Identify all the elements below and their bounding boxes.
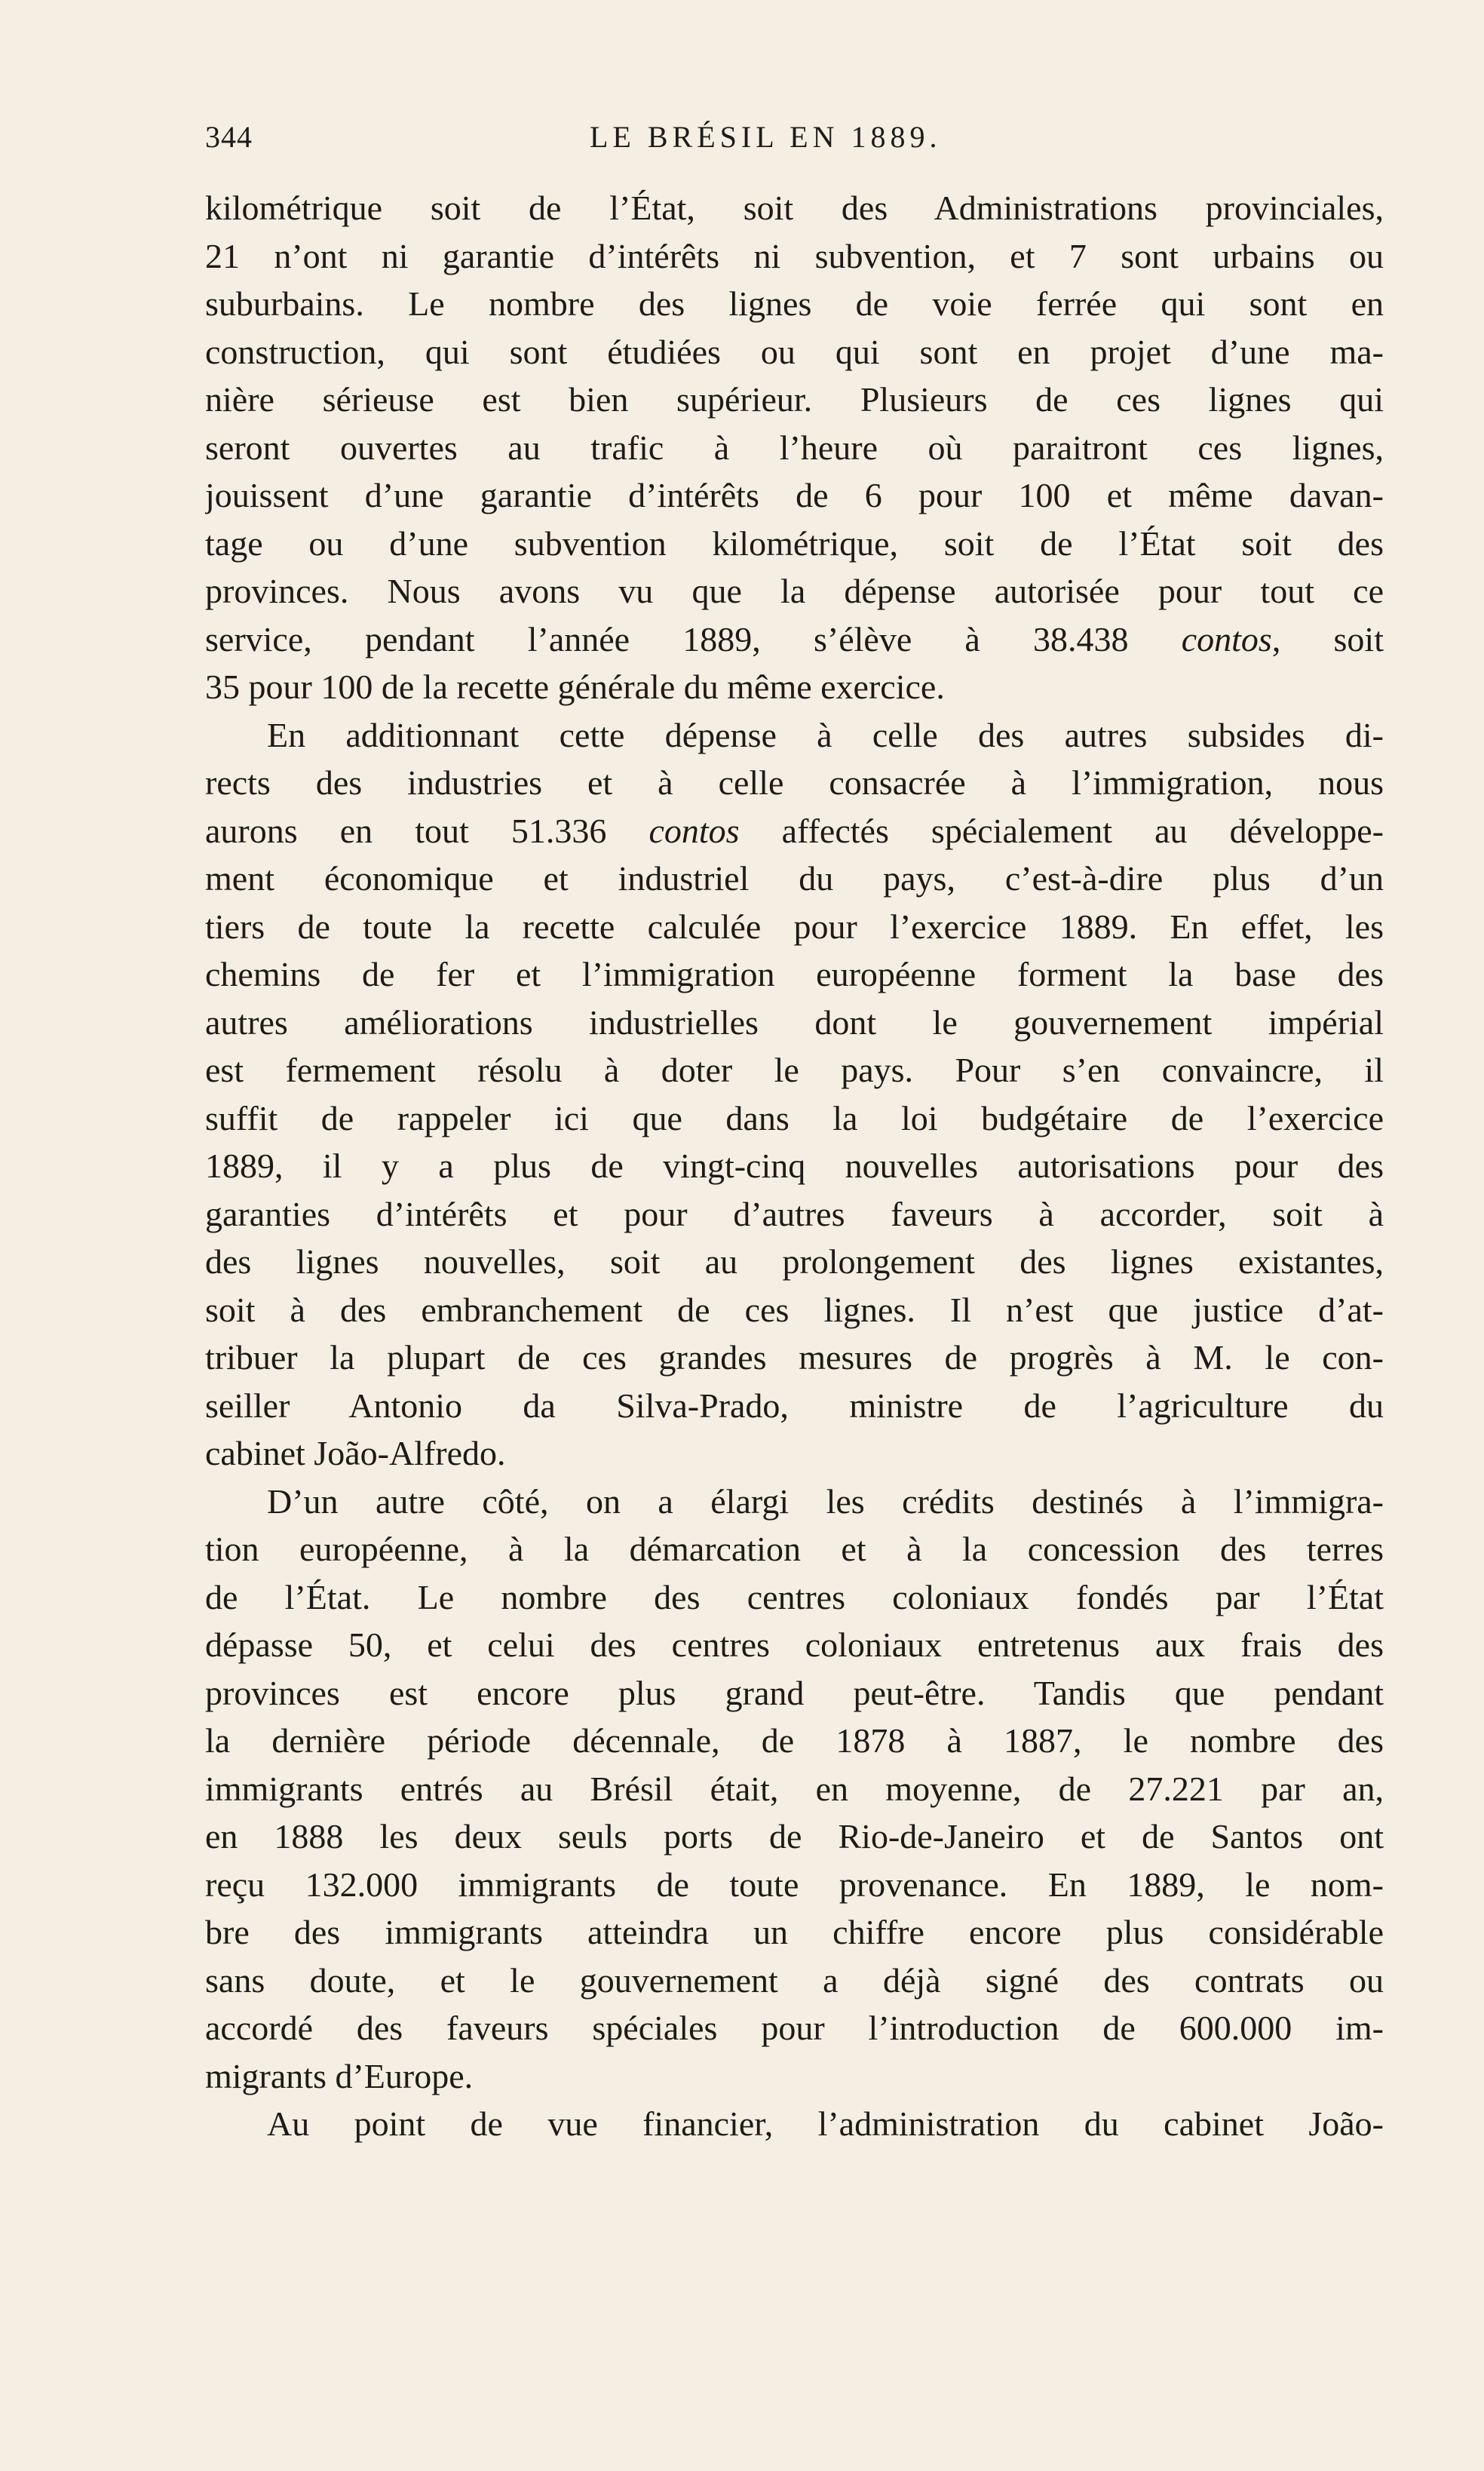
- text-line: provinces est encore plus grand peut-être. Tandis que pendant: [205, 1673, 1384, 1712]
- text-line: la dernière période décennale, de 1878 à 1887, le nombre des: [205, 1721, 1384, 1760]
- text-segment: service, pendant l’année 1889, s’élève à 38.438: [205, 619, 1182, 658]
- text-line: suffit de rappeler ici que dans la loi budgétaire de l’exercice: [205, 1098, 1384, 1137]
- text-line: est fermement résolu à doter le pays. Pour s’en convaincre, il: [205, 1051, 1384, 1089]
- italic-term: contos: [648, 811, 740, 850]
- page-number: 344: [205, 120, 253, 154]
- text-line: En additionnant cette dépense à celle des autres subsides di-: [267, 715, 1384, 754]
- body-text: [205, 184, 1384, 2148]
- text-line: [205, 807, 1384, 855]
- text-line: bre des immigrants atteindra un chiffre encore plus considérable: [205, 1913, 1384, 1951]
- text-line: tion européenne, à la démarcation et à la concession des terres: [205, 1530, 1384, 1568]
- text-line: chemins de fer et l’immigration européenne forment la base des: [205, 955, 1384, 993]
- text-line: construction, qui sont étudiées ou qui sont en projet d’une ma-: [205, 332, 1384, 371]
- text-segment: aurons en tout 51.336: [205, 811, 649, 850]
- text-line: 1889, il y a plus de vingt-cinq nouvelles autorisations pour des: [205, 1146, 1384, 1185]
- text-line: 35 pour 100 de la recette générale du même exercice.: [205, 668, 945, 706]
- text-line: soit à des embranchement de ces lignes. Il n’est que justice d’at-: [205, 1290, 1384, 1329]
- text-line: 21 n’ont ni garantie d’intérêts ni subvention, et 7 sont urbains ou: [205, 236, 1384, 275]
- page-header: [205, 119, 1381, 164]
- text-line: autres améliorations industrielles dont le gouvernement impérial: [205, 1002, 1384, 1042]
- text-line: ment économique et industriel du pays, c’est-à-dire plus d’un: [205, 859, 1384, 898]
- text-line: seront ouvertes au trafic à l’heure où paraitront ces lignes,: [205, 428, 1384, 467]
- italic-term: contos: [1181, 619, 1272, 658]
- text-line: [205, 615, 1384, 664]
- running-head: LE BRÉSIL EN 1889.: [590, 120, 942, 154]
- text-line: seiller Antonio da Silva-Prado, ministre de l’agriculture du: [205, 1386, 1384, 1425]
- text-line: immigrants entrés au Brésil était, en moyenne, de 27.221 par an,: [205, 1769, 1384, 1808]
- text-segment: affectés spécialement au développe-: [739, 811, 1384, 850]
- text-segment: , soit: [1271, 619, 1384, 658]
- text-line: tribuer la plupart de ces grandes mesures de progrès à M. le con-: [205, 1338, 1384, 1377]
- text-line: cabinet João-Alfredo.: [205, 1434, 506, 1472]
- text-line: reçu 132.000 immigrants de toute provenance. En 1889, le nom-: [205, 1865, 1384, 1904]
- text-line: D’un autre côté, on a élargi les crédits destinés à l’immigra-: [267, 1481, 1384, 1521]
- text-line: de l’État. Le nombre des centres coloniaux fondés par l’État: [205, 1577, 1384, 1616]
- text-line: provinces. Nous avons vu que la dépense autorisée pour tout ce: [205, 572, 1384, 610]
- text-line: en 1888 les deux seuls ports de Rio-de-Janeiro et de Santos ont: [205, 1817, 1384, 1856]
- text-line: dépasse 50, et celui des centres coloniaux entretenus aux frais des: [205, 1625, 1384, 1664]
- text-line: suburbains. Le nombre des lignes de voie ferrée qui sont en: [205, 284, 1384, 323]
- text-line: sans doute, et le gouvernement a déjà signé des contrats ou: [205, 1960, 1384, 2000]
- text-line: rects des industries et à celle consacrée à l’immigration, nous: [205, 763, 1384, 802]
- text-line: migrants d’Europe.: [205, 2056, 474, 2095]
- text-line: kilométrique soit de l’État, soit des Administrations provinciales,: [205, 189, 1384, 227]
- text-line: tiers de toute la recette calculée pour l’exercice 1889. En effet, les: [205, 907, 1384, 946]
- text-line: des lignes nouvelles, soit au prolongement des lignes existantes,: [205, 1242, 1384, 1281]
- text-line: Au point de vue financier, l’administration du cabinet João-: [267, 2104, 1384, 2143]
- text-line: tage ou d’une subvention kilométrique, soit de l’État soit des: [205, 523, 1384, 563]
- text-line: garanties d’intérêts et pour d’autres faveurs à accorder, soit à: [205, 1194, 1384, 1233]
- text-line: jouissent d’une garantie d’intérêts de 6 pour 100 et même davan-: [205, 476, 1384, 514]
- text-line: accordé des faveurs spéciales pour l’introduction de 600.000 im-: [205, 2009, 1384, 2047]
- text-line: nière sérieuse est bien supérieur. Plusieurs de ces lignes qui: [205, 380, 1384, 419]
